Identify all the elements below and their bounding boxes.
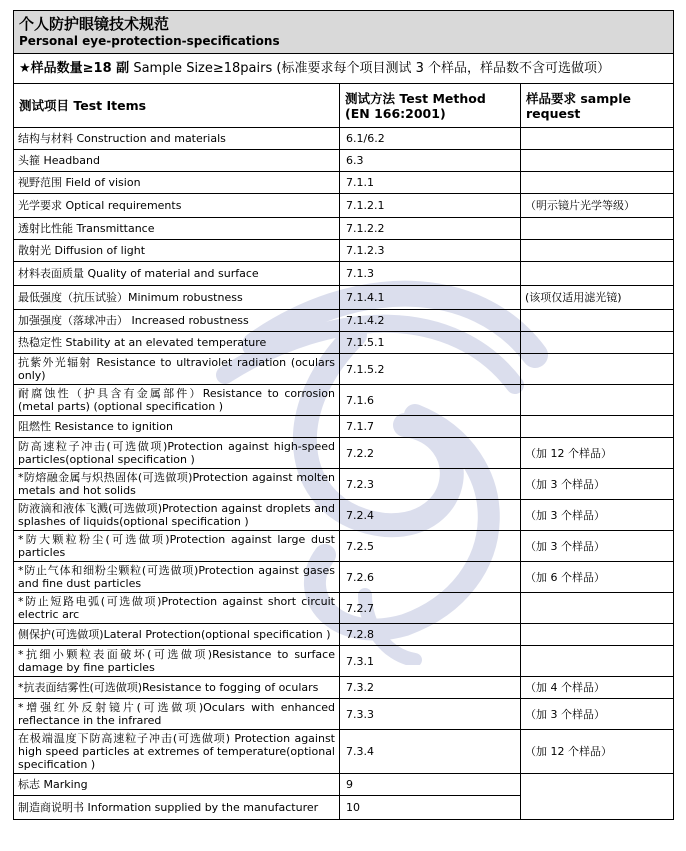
sample-request-cell: (该项仅适用滤光镜) — [521, 286, 674, 310]
table-row — [14, 500, 674, 531]
test-item-cell: *防熔融金属与炽热固体(可选做项)Protection against molten metals and hot solids — [14, 469, 340, 500]
test-item-cell: *防止气体和细粉尘颗粒(可选做项)Protection against gases and fine dust particles — [14, 562, 340, 593]
column-header-method: 测试方法 Test Method — [345, 90, 486, 106]
sample-request-cell — [521, 240, 674, 262]
sample-request-cell — [521, 624, 674, 646]
title-chinese: 个人防护眼镜技术规范 — [19, 15, 170, 33]
column-header-row — [14, 84, 674, 128]
table-row — [14, 332, 674, 354]
test-item-cell: 侧保护(可选做项)Lateral Protection(optional specification ) — [14, 624, 340, 646]
test-method-cell: 7.1.3 — [340, 262, 521, 286]
table-row — [14, 699, 674, 730]
table-row — [14, 677, 674, 699]
test-item-cell: 视野范围 Field of vision — [14, 172, 340, 194]
test-item-cell: *增强红外反射镜片(可选做项)Oculars with enhanced reflectance in the infrared — [14, 699, 340, 730]
test-item-cell: 防高速粒子冲击(可选做项)Protection against high-speed particles(optional specification ) — [14, 438, 340, 469]
sample-size-row — [14, 54, 674, 84]
column-header-item: 测试项目 Test Items — [14, 84, 340, 128]
test-item-cell: 耐腐蚀性（护具含有金属部件）Resistance to corrosion (metal parts) (optional specification ) — [14, 385, 340, 416]
test-method-cell: 10 — [340, 796, 521, 820]
sample-request-cell: （加 3 个样品） — [521, 469, 674, 500]
test-method-cell: 6.3 — [340, 150, 521, 172]
test-method-cell: 7.2.5 — [340, 531, 521, 562]
table-row — [14, 194, 674, 218]
test-item-cell: 标志 Marking — [14, 774, 340, 796]
test-method-cell: 7.3.1 — [340, 646, 521, 677]
sample-request-cell — [521, 354, 674, 385]
table-row — [14, 385, 674, 416]
sample-request-cell — [521, 332, 674, 354]
table-row — [14, 774, 674, 796]
table-row — [14, 469, 674, 500]
sample-request-cell — [521, 128, 674, 150]
test-item-cell: 透射比性能 Transmittance — [14, 218, 340, 240]
sample-request-cell — [521, 646, 674, 677]
table-row — [14, 150, 674, 172]
test-method-cell: 7.2.7 — [340, 593, 521, 624]
test-item-cell: 散射光 Diffusion of light — [14, 240, 340, 262]
table-row — [14, 624, 674, 646]
test-method-cell: 7.1.4.2 — [340, 310, 521, 332]
sample-request-cell — [521, 262, 674, 286]
column-header-standard: (EN 166:2001) — [345, 105, 446, 121]
test-item-cell: 头箍 Headband — [14, 150, 340, 172]
test-method-cell: 6.1/6.2 — [340, 128, 521, 150]
table-row — [14, 172, 674, 194]
test-method-cell: 7.1.6 — [340, 385, 521, 416]
sample-request-cell — [521, 218, 674, 240]
sample-request-cell — [521, 172, 674, 194]
title-english: Personal eye-protection-specifications — [19, 34, 280, 48]
test-item-cell: 热稳定性 Stability at an elevated temperature — [14, 332, 340, 354]
table-row — [14, 562, 674, 593]
table-row — [14, 240, 674, 262]
test-method-cell: 7.3.2 — [340, 677, 521, 699]
test-item-cell: 最低强度（抗压试验）Minimum robustness — [14, 286, 340, 310]
table-row — [14, 438, 674, 469]
sample-size-label: ★样品数量≥18 副 — [19, 60, 130, 76]
test-method-cell: 7.3.3 — [340, 699, 521, 730]
test-method-cell: 7.3.4 — [340, 730, 521, 774]
spec-table — [13, 10, 674, 820]
sample-request-cell: （加 4 个样品） — [521, 677, 674, 699]
test-item-cell: 防液滴和液体飞溅(可选做项)Protection against droplets and splashes of liquids(optional specification ) — [14, 500, 340, 531]
table-row — [14, 128, 674, 150]
test-item-cell: 材料表面质量 Quality of material and surface — [14, 262, 340, 286]
table-row — [14, 286, 674, 310]
sample-request-cell: （加 3 个样品） — [521, 699, 674, 730]
table-row — [14, 593, 674, 624]
test-method-cell: 7.1.2.2 — [340, 218, 521, 240]
sample-request-cell: （加 3 个样品） — [521, 531, 674, 562]
document-header — [14, 11, 674, 54]
test-item-cell: *防止短路电弧(可选做项)Protection against short circuit electric arc — [14, 593, 340, 624]
table-body — [14, 128, 674, 820]
test-item-cell: 结构与材料 Construction and materials — [14, 128, 340, 150]
test-method-cell: 7.2.8 — [340, 624, 521, 646]
sample-request-cell — [521, 150, 674, 172]
test-item-cell: 光学要求 Optical requirements — [14, 194, 340, 218]
test-method-cell: 7.1.7 — [340, 416, 521, 438]
test-method-cell: 7.2.2 — [340, 438, 521, 469]
test-method-cell: 7.2.6 — [340, 562, 521, 593]
test-item-cell: *抗表面结雾性(可选做项)Resistance to fogging of oculars — [14, 677, 340, 699]
test-method-cell: 7.1.1 — [340, 172, 521, 194]
table-row — [14, 730, 674, 774]
test-item-cell: 在极端温度下防高速粒子冲击(可选做项) Protection against high speed particles at extremes of temperature(optional specification ) — [14, 730, 340, 774]
sample-request-cell — [521, 310, 674, 332]
sample-request-cell — [521, 593, 674, 624]
test-method-cell: 7.1.5.2 — [340, 354, 521, 385]
test-method-cell: 7.2.3 — [340, 469, 521, 500]
test-item-cell: 阻燃性 Resistance to ignition — [14, 416, 340, 438]
test-method-cell: 7.1.4.1 — [340, 286, 521, 310]
sample-size-note: Sample Size≥18pairs (标准要求每个项目测试 3 个样品，样品数不含可选做项） — [133, 60, 610, 76]
sample-request-cell — [521, 416, 674, 438]
test-item-cell: 制造商说明书 Information supplied by the manufacturer — [14, 796, 340, 820]
test-method-cell: 7.2.4 — [340, 500, 521, 531]
sample-request-cell: （明示镜片光学等级） — [521, 194, 674, 218]
table-row — [14, 416, 674, 438]
table-row — [14, 531, 674, 562]
test-item-cell: *防大颗粒粉尘(可选做项)Protection against large dust particles — [14, 531, 340, 562]
table-row — [14, 262, 674, 286]
sample-request-cell: （加 6 个样品） — [521, 562, 674, 593]
table-row — [14, 310, 674, 332]
test-item-cell: 抗紫外光辐射 Resistance to ultraviolet radiation (oculars only) — [14, 354, 340, 385]
table-row — [14, 646, 674, 677]
test-method-cell: 7.1.2.3 — [340, 240, 521, 262]
column-header-request: 样品要求 sample request — [521, 84, 674, 128]
test-method-cell: 9 — [340, 774, 521, 796]
table-row — [14, 218, 674, 240]
test-item-cell: 加强强度（落球冲击） Increased robustness — [14, 310, 340, 332]
test-item-cell: *抗细小颗粒表面破坏(可选做项)Resistance to surface damage by fine particles — [14, 646, 340, 677]
sample-request-cell: （加 12 个样品） — [521, 730, 674, 774]
sample-request-cell: （加 12 个样品） — [521, 438, 674, 469]
test-method-cell: 7.1.5.1 — [340, 332, 521, 354]
sample-request-cell — [521, 385, 674, 416]
sample-request-cell — [521, 774, 674, 820]
test-method-cell: 7.1.2.1 — [340, 194, 521, 218]
sample-request-cell: （加 3 个样品） — [521, 500, 674, 531]
table-row — [14, 354, 674, 385]
